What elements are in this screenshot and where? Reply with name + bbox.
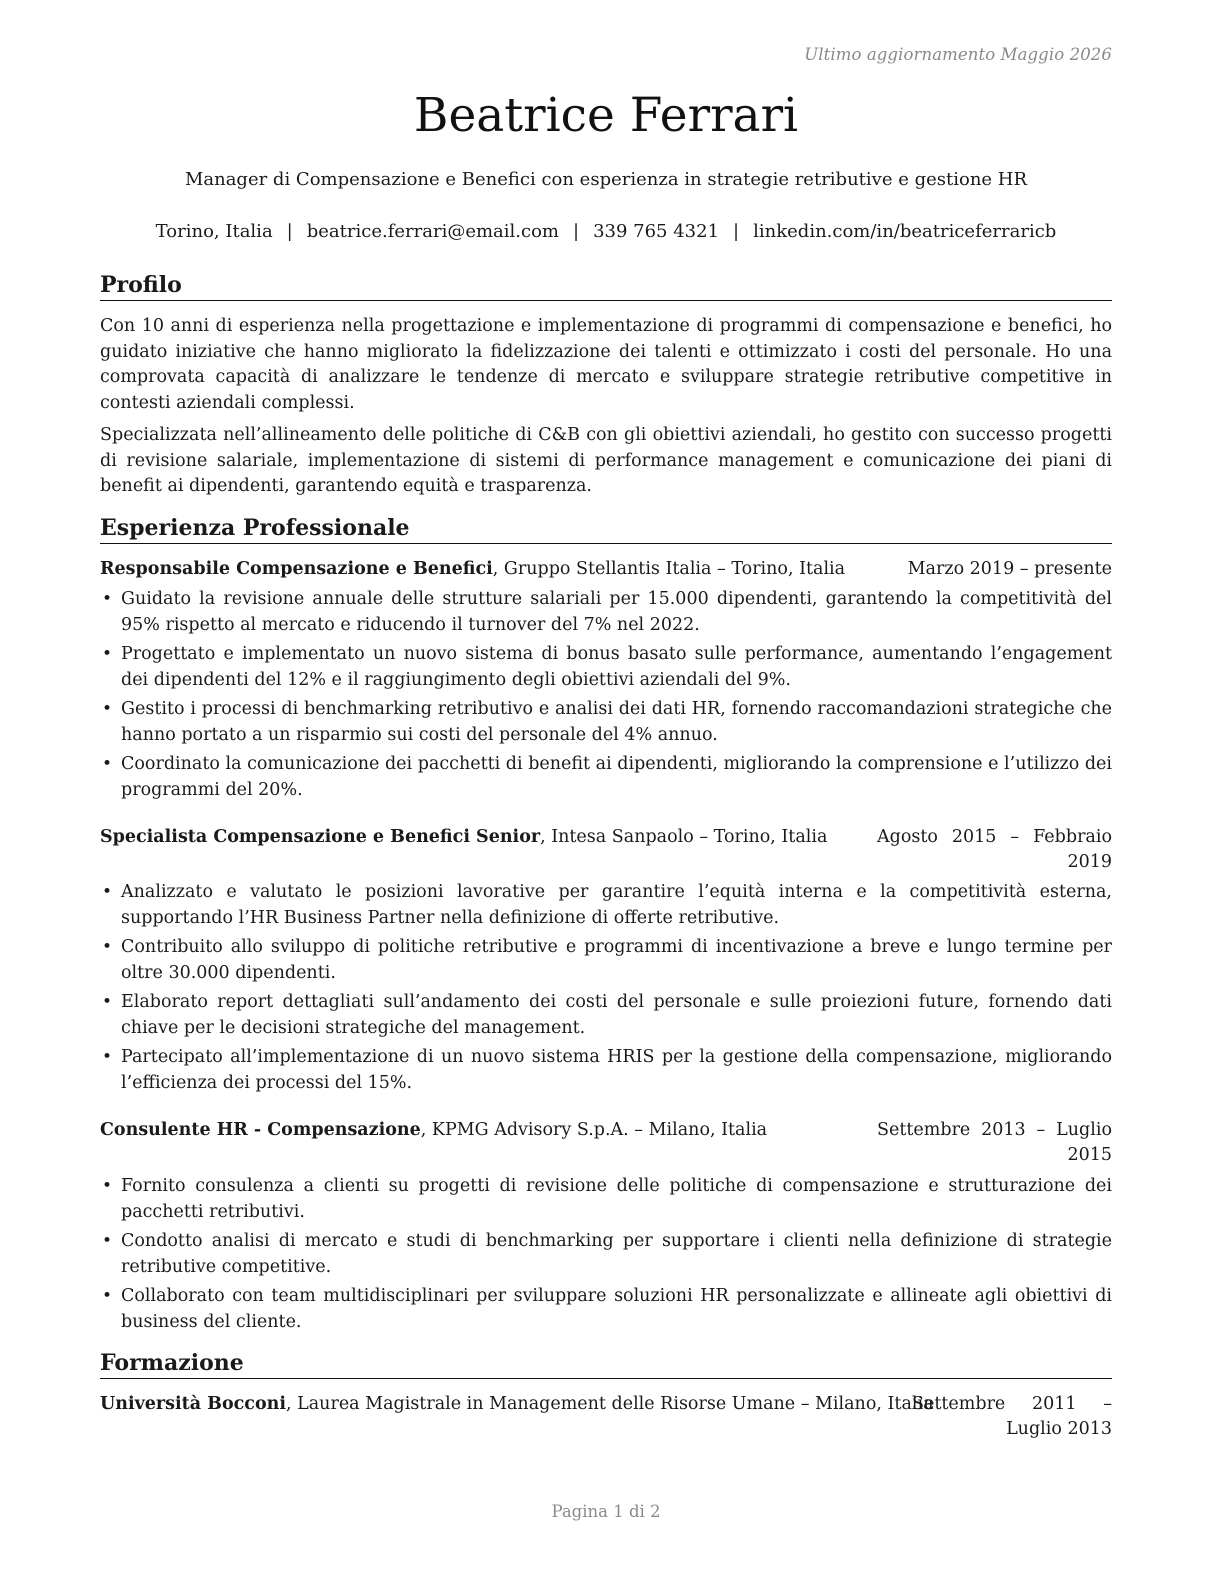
candidate-name: Beatrice Ferrari bbox=[413, 88, 799, 143]
job-dates: Marzo 2019 – presente bbox=[907, 559, 1112, 579]
bullet-icon: • bbox=[102, 699, 113, 719]
contact-linkedin[interactable]: linkedin.com/in/beatriceferraricb bbox=[753, 221, 1057, 242]
bullet-icon: • bbox=[102, 882, 113, 902]
resume-page bbox=[100, 0, 1112, 1584]
contact-phone: 339 765 4321 bbox=[593, 221, 720, 242]
bullet-icon: • bbox=[102, 1231, 113, 1251]
section-title-experience: Esperienza Professionale bbox=[100, 514, 1112, 544]
page-number: Pagina 1 di 2 bbox=[551, 1502, 661, 1521]
list-item: • Progettato e implementato un nuovo sistema di bonus basato sulle performance, aumentando l’engagement dei dipendenti del 12% e il raggiungimento degli obiettivi aziendali del 9%. bbox=[102, 644, 1112, 690]
job-company: , Gruppo Stellantis Italia – Torino, Italia bbox=[492, 559, 846, 579]
contact-line bbox=[100, 219, 1112, 245]
section-title-education: Formazione bbox=[100, 1349, 1112, 1379]
list-item: • Fornito consulenza a clienti su progetti di revisione delle politiche di compensazione e strutturazione dei pacchetti retributivi. bbox=[102, 1176, 1112, 1222]
profile-paragraph: Con 10 anni di esperienza nella progettazione e implementazione di programmi di compensazione e benefici, ho guidato iniziative che hanno migliorato la fidelizzazione dei talenti e ottimizzato i costi del personale. Ho una comprovata capacità di analizzare le tendenze di mercato e sviluppare strategie retributive competitive in contesti aziendali complessi. bbox=[100, 316, 1112, 413]
bullet-icon: • bbox=[102, 1047, 113, 1067]
education-degree: , Laurea Magistrale in Management delle Risorse Umane – Milano, Italia bbox=[286, 1394, 934, 1414]
job-company: , Intesa Sanpaolo – Torino, Italia bbox=[540, 827, 828, 847]
job-role: Responsabile Compensazione e Benefici bbox=[100, 559, 493, 579]
job-bullets bbox=[100, 880, 1112, 1100]
list-item: • Collaborato con team multidisciplinari per sviluppare soluzioni HR personalizzate e allineate agli obiettivi di business del cliente. bbox=[102, 1286, 1112, 1332]
bullet-icon: • bbox=[102, 992, 113, 1012]
job-company: , KPMG Advisory S.p.A. – Milano, Italia bbox=[420, 1120, 768, 1140]
bullet-icon: • bbox=[102, 1176, 113, 1196]
bullet-icon: • bbox=[102, 754, 113, 774]
list-item: • Gestito i processi di benchmarking retributivo e analisi dei dati HR, fornendo raccomandazioni strategiche che hanno portato a un risparmio sui costi del personale del 4% annuo. bbox=[102, 699, 1112, 745]
contact-location: Torino, Italia bbox=[155, 221, 273, 242]
education-school: Università Bocconi bbox=[100, 1394, 286, 1414]
contact-separator: | bbox=[286, 221, 293, 242]
contact-separator: | bbox=[573, 221, 580, 242]
list-item: • Guidato la revisione annuale delle strutture salariali per 15.000 dipendenti, garantendo la competitività del 95% rispetto al mercato e riducendo il turnover del 7% nel 2022. bbox=[102, 589, 1112, 635]
contact-email[interactable]: beatrice.ferrari@email.com bbox=[306, 221, 559, 242]
list-item: • Condotto analisi di mercato e studi di benchmarking per supportare i clienti nella definizione di strategie retributive competitive. bbox=[102, 1231, 1112, 1277]
list-item: • Elaborato report dettagliati sull’andamento dei costi del personale e sulle proiezioni future, fornendo dati chiave per le decisioni strategiche del management. bbox=[102, 992, 1112, 1038]
list-item: • Partecipato all’implementazione di un nuovo sistema HRIS per la gestione della compensazione, migliorando l’efficienza dei processi del 15%. bbox=[102, 1047, 1112, 1093]
bullet-icon: • bbox=[102, 644, 113, 664]
education-dates: Settembre 2011 – Luglio 2013 bbox=[912, 1394, 1112, 1439]
bullet-icon: • bbox=[102, 937, 113, 957]
list-item: • Coordinato la comunicazione dei pacchetti di benefit ai dipendenti, migliorando la comprensione e l’utilizzo dei programmi del 20%. bbox=[102, 754, 1112, 800]
job-dates: Settembre 2013 – Luglio 2015 bbox=[877, 1120, 1112, 1165]
profile-paragraph: Specializzata nell’allineamento delle politiche di C&B con gli obiettivi aziendali, ho gestito con successo progetti di revisione salariale, implementazione di sistemi di performance management e comunicazione dei piani di benefit ai dipendenti, garantendo equità e trasparenza. bbox=[100, 425, 1112, 496]
job-role: Specialista Compensazione e Benefici Senior bbox=[100, 827, 541, 847]
bullet-icon: • bbox=[102, 589, 113, 609]
job-bullets bbox=[100, 1174, 1112, 1339]
list-item: • Contribuito allo sviluppo di politiche retributive e programmi di incentivazione a breve e lungo termine per oltre 30.000 dipendenti. bbox=[102, 937, 1112, 983]
job-role: Consulente HR - Compensazione bbox=[100, 1120, 421, 1140]
last-updated: Ultimo aggiornamento Maggio 2026 bbox=[804, 45, 1112, 64]
contact-separator: | bbox=[733, 221, 740, 242]
list-item: • Analizzato e valutato le posizioni lavorative per garantire l’equità interna e la competitività esterna, supportando l’HR Business Partner nella definizione di offerte retributive. bbox=[102, 882, 1112, 928]
job-bullets bbox=[100, 587, 1112, 807]
tagline: Manager di Compensazione e Benefici con esperienza in strategie retributive e gestione HR bbox=[184, 169, 1028, 190]
job-dates: Agosto 2015 – Febbraio 2019 bbox=[877, 827, 1112, 872]
bullet-icon: • bbox=[102, 1286, 113, 1306]
section-title-profile: Profilo bbox=[100, 271, 1112, 301]
